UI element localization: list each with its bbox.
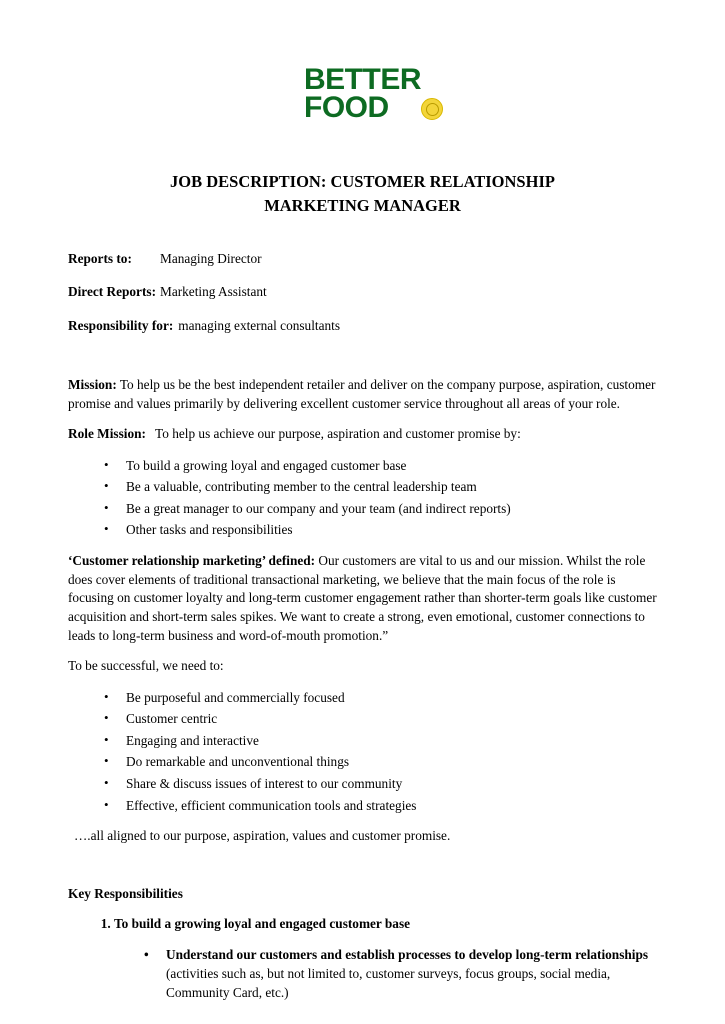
list-item: • Effective, efficient communication tools and strategies <box>104 795 657 817</box>
meta-value-reports-to: Managing Director <box>160 251 262 267</box>
meta-label-direct-reports: Direct Reports: <box>68 284 156 300</box>
logo-line-2: FOOD <box>304 90 389 124</box>
success-closing-line: ….all aligned to our purpose, aspiration, values and customer promise. <box>74 828 451 844</box>
list-item: • Customer centric <box>104 708 657 730</box>
list-item: • To build a growing loyal and engaged customer base <box>104 455 657 477</box>
company-logo <box>68 0 657 122</box>
list-item: • Be a great manager to our company and your team (and indirect reports) <box>104 498 657 520</box>
logo-wordmark <box>304 63 421 124</box>
list-item <box>114 914 657 1003</box>
list-item: • Do remarkable and unconventional things <box>104 751 657 773</box>
logo-line-1: BETTER <box>304 63 421 96</box>
success-intro: To be successful, we need to: <box>68 658 224 674</box>
key-responsibilities-heading: Key Responsibilities <box>68 885 183 901</box>
meta-row-responsibility-for <box>68 315 657 336</box>
responsibility-sub-list <box>114 945 657 1002</box>
list-item: • Be purposeful and commercially focused <box>104 687 657 709</box>
meta-row-reports-to <box>68 248 657 269</box>
crm-defined-paragraph <box>68 552 657 646</box>
list-item: • Engaging and interactive <box>104 730 657 752</box>
meta-label-responsibility-for: Responsibility for: <box>68 317 174 333</box>
responsibility-title: To build a growing loyal and engaged customer base <box>114 915 411 931</box>
sub-responsibility-note: (activities such as, but not limited to, customer surveys, focus groups, social media, Community Card, etc.) <box>166 966 611 1001</box>
list-item: • Be a valuable, contributing member to the central leadership team <box>104 476 657 498</box>
list-item: • Other tasks and responsibilities <box>104 519 657 541</box>
meta-value-responsibility-for: managing external consultants <box>178 317 341 333</box>
mission-text: To help us be the best independent retailer and deliver on the company purpose, aspiration, customer promise and values primarily by delivering excellent customer service throughout all areas of your role. <box>68 376 656 411</box>
crm-defined-label: ‘Customer relationship marketing’ defined: <box>68 552 316 568</box>
page-title <box>68 170 657 220</box>
page-title-line-2: MARKETING MANAGER <box>264 196 461 216</box>
list-item <box>144 945 657 1002</box>
mission-label: Mission: <box>68 376 117 392</box>
meta-row-direct-reports <box>68 281 657 302</box>
meta-value-direct-reports: Marketing Assistant <box>160 284 267 300</box>
role-mission-paragraph <box>68 425 657 444</box>
crm-defined-text: Our customers are vital to us and our mission. Whilst the role does cover elements of traditional transactional marketing, we believe that the main focus of the role is focusing on customer loyalty and long-term customer engagement rather than shorter-term goals like customer acquisition and short-term sales spikes. We want to create a strong, even emotional, customer connections to leads to long-term business and word-of-mouth promotion.” <box>68 552 657 644</box>
success-bullet-list <box>68 687 657 816</box>
list-item: • Share & discuss issues of interest to our community <box>104 773 657 795</box>
meta-block <box>68 248 657 336</box>
page-title-line-1: JOB DESCRIPTION: CUSTOMER RELATIONSHIP <box>170 171 555 191</box>
role-mission-text: To help us achieve our purpose, aspiration and customer promise by: <box>155 425 521 441</box>
meta-label-reports-to: Reports to: <box>68 251 132 267</box>
role-mission-bullet-list <box>68 455 657 541</box>
key-responsibilities-list <box>68 914 657 1003</box>
sub-responsibility-title: Understand our customers and establish processes to develop long-term relationships <box>166 947 649 963</box>
role-mission-label: Role Mission: <box>68 425 146 441</box>
sun-badge-icon <box>421 98 443 120</box>
mission-paragraph <box>68 376 657 414</box>
